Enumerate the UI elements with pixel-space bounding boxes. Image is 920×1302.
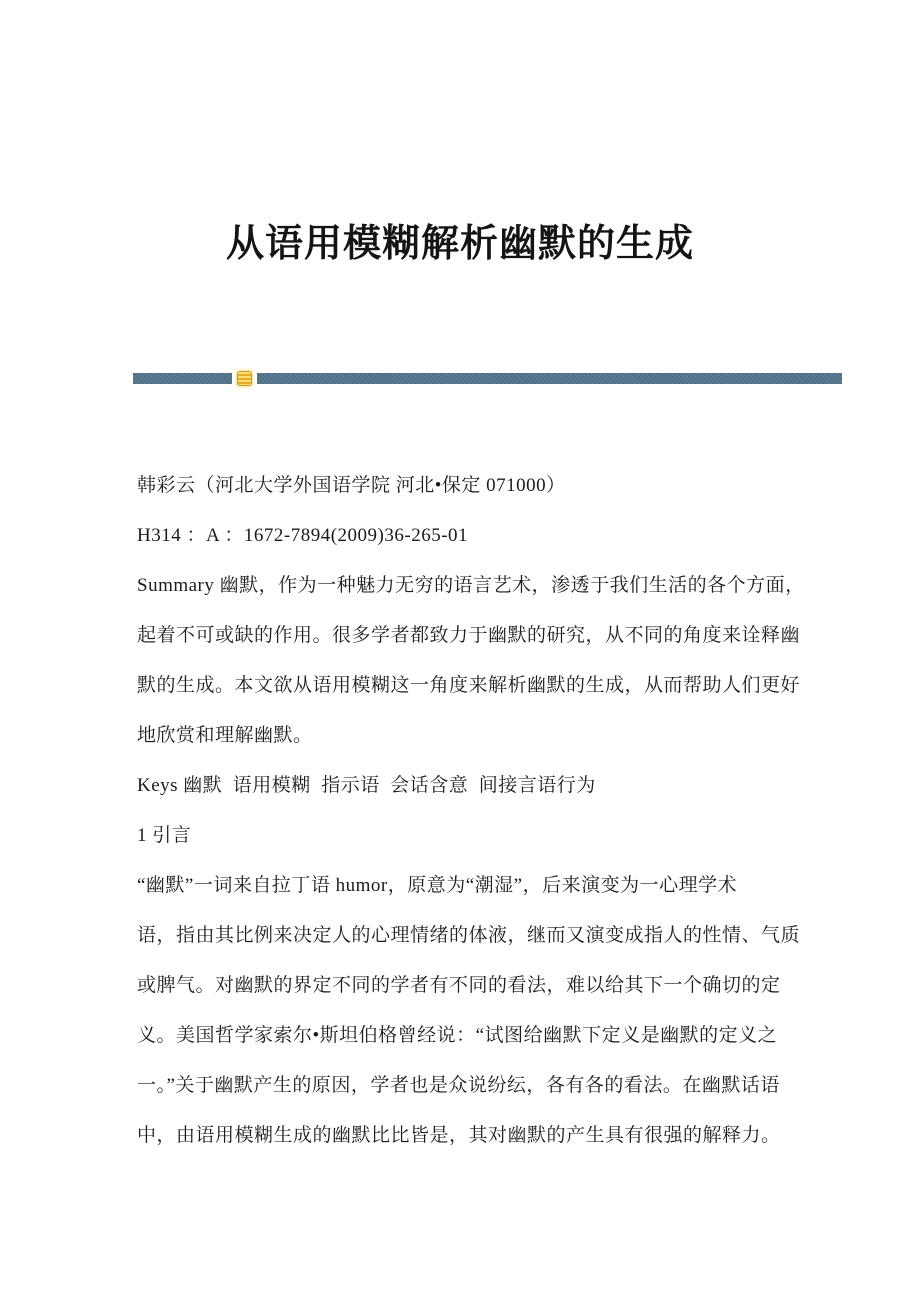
intro-line: 语，指由其比例来决定人的心理情绪的体液，继而又演变成指人的性情、气质 bbox=[137, 924, 801, 946]
divider-bar-left bbox=[133, 373, 232, 384]
abstract-line: 默的生成。本文欲从语用模糊这一角度来解析幽默的生成，从而帮助人们更好 bbox=[137, 674, 801, 696]
intro-line: 义。美国哲学家索尔•斯坦伯格曾经说：“试图给幽默下定义是幽默的定义之 bbox=[137, 1024, 778, 1046]
intro-line: 中，由语用模糊生成的幽默比比皆是，其对幽默的产生具有很强的解释力。 bbox=[137, 1124, 781, 1146]
section-heading: 1 引言 bbox=[137, 824, 192, 846]
classification-meta-line: H314 ：A ：1672-7894(2009)36-265-01 bbox=[137, 524, 469, 546]
intro-paragraph bbox=[137, 858, 801, 1158]
keywords-line: Keys 幽默 语用模糊 指示语 会话含意 间接言语行为 bbox=[137, 774, 596, 796]
intro-line: 一。”关于幽默产生的原因，学者也是众说纷纭，各有各的看法。在幽默话语 bbox=[137, 1074, 780, 1096]
gold-seal-icon bbox=[237, 371, 252, 386]
article-body bbox=[137, 458, 805, 1158]
divider-bar-right bbox=[257, 373, 842, 384]
title-divider bbox=[133, 371, 842, 386]
intro-line: 或脾气。对幽默的界定不同的学者有不同的看法，难以给其下一个确切的定 bbox=[137, 974, 781, 996]
abstract-line: 起着不可或缺的作用。很多学者都致力于幽默的研究，从不同的角度来诠释幽 bbox=[137, 624, 801, 646]
intro-line: “幽默”一词来自拉丁语 humor，原意为“潮湿”，后来演变为一心理学术 bbox=[137, 874, 738, 896]
abstract-line: Summary 幽默，作为一种魅力无穷的语言艺术，渗透于我们生活的各个方面， bbox=[137, 574, 805, 596]
author-line: 韩彩云（河北大学外国语学院 河北•保定 071000） bbox=[137, 474, 566, 496]
abstract-line: 地欣赏和理解幽默。 bbox=[137, 724, 313, 746]
abstract-paragraph bbox=[137, 558, 805, 758]
page-title: 从语用模糊解析幽默的生成 bbox=[225, 223, 694, 265]
